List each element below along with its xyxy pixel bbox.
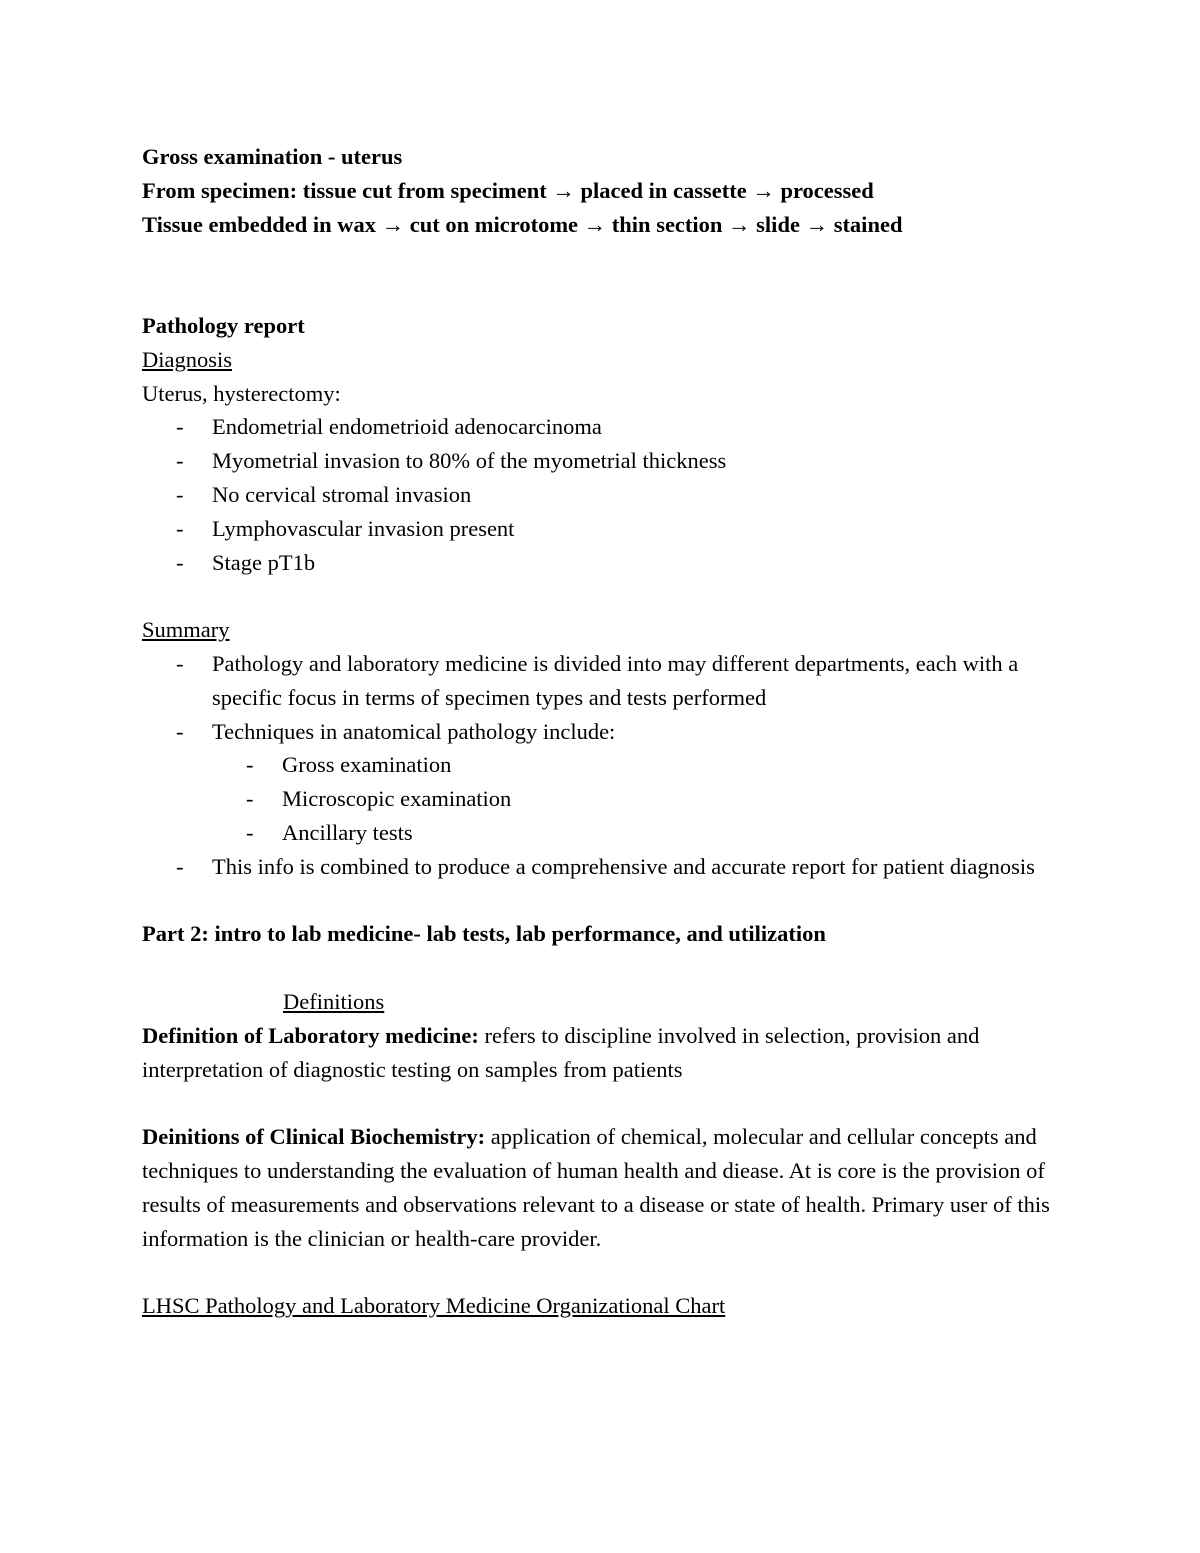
document-page: [142, 140, 1082, 1323]
summary-list: [142, 647, 1082, 884]
diagnosis-heading: Diagnosis: [142, 346, 232, 372]
list-item: - Ancillary tests: [246, 819, 413, 845]
definition-text: refers to discipline involved in selection, provision and interpretation of diagnostic testing on samples from patients: [142, 1022, 980, 1082]
definition-lab-medicine: [142, 1019, 1057, 1087]
definition-term: Deinitions of Clinical Biochemistry:: [142, 1124, 486, 1150]
gross-exam-title: Gross examination - uterus: [142, 144, 403, 169]
part2-title: Part 2: intro to lab medicine- lab tests, lab performance, and utilization: [142, 921, 826, 947]
diagnosis-intro: Uterus, hysterectomy:: [142, 380, 341, 406]
list-item: - No cervical stromal invasion: [176, 481, 472, 507]
list-item: - Gross examination: [246, 752, 452, 778]
list-item: - Stage pT1b: [176, 549, 316, 575]
list-item: - Lymphovascular invasion present: [176, 515, 515, 541]
org-chart-heading: LHSC Pathology and Laboratory Medicine Organizational Chart: [142, 1293, 726, 1319]
list-item: - Endometrial endometrioid adenocarcinoma: [176, 414, 602, 440]
list-item: - Pathology and laboratory medicine is divided into may different departments, each with a specific focus in terms of specimen types and tests performed: [176, 650, 1019, 710]
definition-clinical-biochemistry: [142, 1120, 1062, 1255]
definition-text: application of chemical, molecular and cellular concepts and techniques to understanding the evaluation of human health and diease. At is core is the provision of results of measurements and observations relevant to a disease or state of health. Primary user of this information is the clinician or health-care provider.: [142, 1124, 1050, 1251]
gross-exam-line-2: Tissue embedded in wax → cut on microtome → thin section → slide → stained: [142, 211, 903, 237]
list-item: - Techniques in anatomical pathology include: - Gross examination - Microscopic examination - Ancillary tests: [142, 715, 1082, 850]
definition-term: Definition of Laboratory medicine:: [142, 1022, 479, 1048]
summary-heading: Summary: [142, 617, 230, 643]
techniques-sublist: [142, 748, 1082, 849]
list-item: - This info is combined to produce a comprehensive and accurate report for patient diagnosis: [176, 853, 1035, 879]
gross-exam-line-1: From specimen: tissue cut from speciment → placed in cassette → processed: [142, 177, 874, 203]
list-item: - Myometrial invasion to 80% of the myometrial thickness: [176, 448, 727, 474]
definitions-heading: Definitions: [283, 988, 385, 1014]
list-item: - Microscopic examination: [246, 786, 512, 812]
diagnosis-list: [142, 410, 1082, 579]
pathology-report-title: Pathology report: [142, 312, 305, 338]
